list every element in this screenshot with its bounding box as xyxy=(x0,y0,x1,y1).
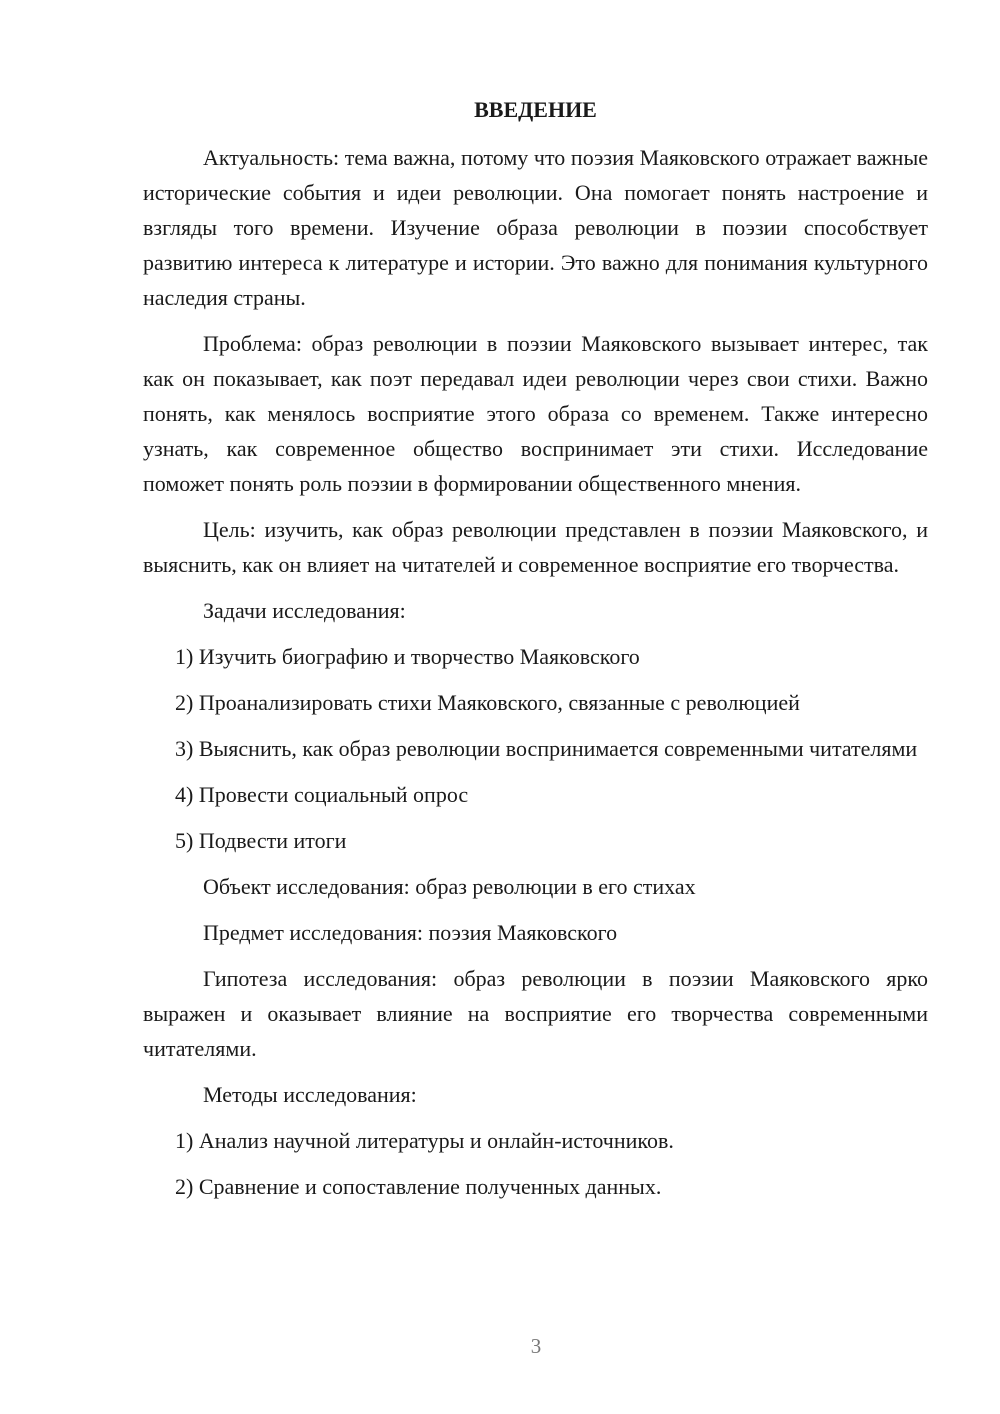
task-item: 1) Изучить биографию и творчество Маяковского xyxy=(175,644,640,669)
methods-heading: Методы исследования: xyxy=(203,1082,417,1107)
object-paragraph: Объект исследования: образ революции в его стихах xyxy=(203,874,696,899)
page-number: 3 xyxy=(530,1334,542,1358)
hypothesis-paragraph: Гипотеза исследования: образ революции в поэзии Маяковского ярко выражен и оказывает влияние на восприятие его творчества современными читателями. xyxy=(143,966,928,1061)
task-item: 2) Проанализировать стихи Маяковского, связанные с революцией xyxy=(175,690,800,715)
problem-paragraph: Проблема: образ революции в поэзии Маяковского вызывает интерес, так как он показывает, как поэт передавал идеи революции через свои стихи. Важно понять, как менялось восприятие этого образа со временем. Также интересно узнать, как современное общество воспринимает эти стихи. Исследование поможет понять роль поэзии в формировании общественного мнения. xyxy=(143,331,928,496)
task-item: 3) Выяснить, как образ революции воспринимается современными читателями xyxy=(175,736,918,761)
task-item: 5) Подвести итоги xyxy=(175,828,347,853)
goal-paragraph: Цель: изучить, как образ революции представлен в поэзии Маяковского, и выяснить, как он влияет на читателей и современное восприятие его творчества. xyxy=(143,517,928,577)
method-item: 2) Сравнение и сопоставление полученных данных. xyxy=(175,1174,662,1199)
task-item: 4) Провести социальный опрос xyxy=(175,782,469,807)
document-page xyxy=(143,92,928,1215)
relevance-paragraph: Актуальность: тема важна, потому что поэзия Маяковского отражает важные исторические события и идеи революции. Она помогает понять настроение и взгляды того времени. Изучение образа революции в поэзии способствует развитию интереса к литературе и истории. Это важно для понимания культурного наследия страны. xyxy=(143,145,928,310)
method-item: 1) Анализ научной литературы и онлайн-источников. xyxy=(175,1128,674,1153)
page-title: ВВЕДЕНИЕ xyxy=(474,97,597,122)
subject-paragraph: Предмет исследования: поэзия Маяковского xyxy=(203,920,618,945)
tasks-heading: Задачи исследования: xyxy=(203,598,406,623)
